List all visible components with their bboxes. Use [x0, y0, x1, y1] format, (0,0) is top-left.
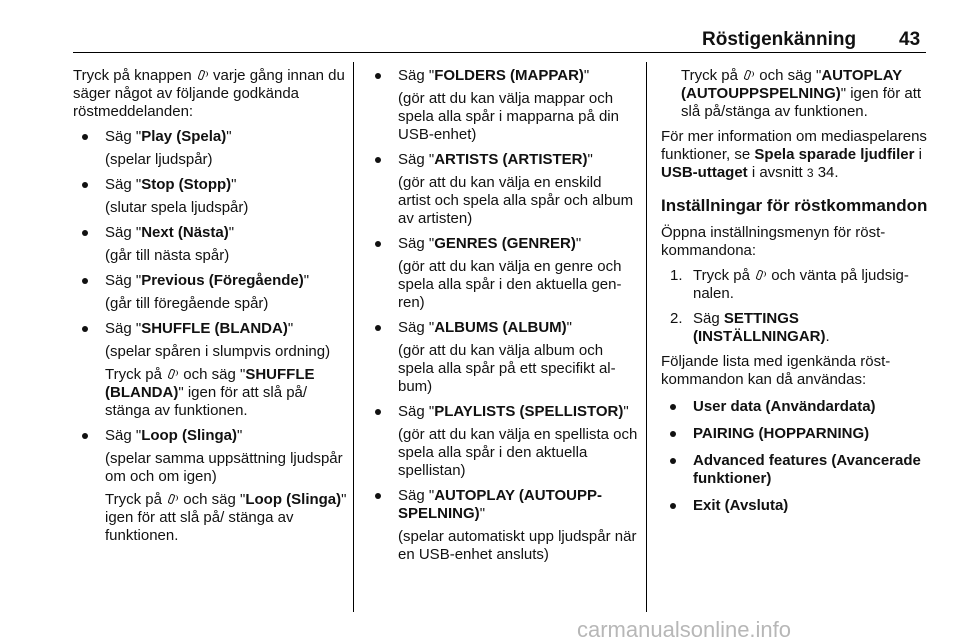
item-description: (gör att du kan välja en spellista och spela alla spår i den aktuella spellistan): [398, 426, 638, 479]
list-item: Säg "ALBUMS (ALBUM)": [366, 319, 638, 337]
option-item: User data (Användardata): [661, 398, 929, 416]
info-paragraph: För mer information om mediaspelarens funktioner, se Spela sparade ljudfiler i USB-uttaget i avsnitt 3 34.: [661, 128, 927, 181]
list-item: Säg "Previous (Föregående)": [73, 272, 349, 290]
voice-icon: [743, 69, 754, 81]
voice-icon: [167, 493, 178, 505]
option-item: Advanced features (Avancerade funktioner): [661, 452, 929, 488]
item-description: (spelar automatiskt upp ljudspår när en USB-enhet ansluts): [398, 528, 637, 563]
toggle-note: Tryck på och säg "Loop (Slinga)" igen för att slå på/ stänga av funktionen.: [105, 491, 347, 544]
watermark: carmanualsonline.info: [577, 617, 792, 642]
item-description: (spelar spåren i slumpvis ordning): [105, 343, 331, 360]
voice-icon: [197, 69, 208, 81]
link-saved-audio[interactable]: Spela sparade ljudfiler: [754, 146, 915, 163]
list-item: Säg "PLAYLISTS (SPELLISTOR)": [366, 403, 638, 421]
list-item: Säg "Play (Spela)": [73, 128, 349, 146]
list-item: Säg "Next (Nästa)": [73, 224, 349, 242]
item-description: (gör att du kan välja mappar och spela alla spår i mapparna på din USB-enhet): [398, 90, 619, 143]
column-3: [661, 67, 929, 515]
column-2: [366, 67, 638, 564]
item-description: (gör att du kan välja en enskild artist och spela alla spår och album av artisten): [398, 174, 634, 227]
option-item: PAIRING (HOPPARNING): [661, 425, 929, 443]
list-item: Säg "GENRES (GENRER)": [366, 235, 638, 253]
list-item: Säg "SHUFFLE (BLANDA)": [73, 320, 349, 338]
item-description: (slutar spela ljudspår): [105, 199, 249, 216]
body-text: Följande lista med igenkända röstkommandon kan då användas:: [661, 353, 891, 388]
list-item: Säg "ARTISTS (ARTISTER)": [366, 151, 638, 169]
item-description: (spelar ljudspår): [105, 151, 213, 168]
toggle-note: Tryck på och säg "AUTOPLAY (AUTOUPPSPELNING)" igen för att slå på/stänga av funktionen.: [681, 67, 922, 120]
list-item: Säg "FOLDERS (MAPPAR)": [366, 67, 638, 85]
section-heading: Inställningar för röstkommandon: [661, 196, 928, 215]
item-description: (gör att du kan välja en genre och spela alla spår i den aktuella genren): [398, 258, 622, 311]
column-divider-1: [353, 62, 354, 612]
item-description: (går till föregående spår): [105, 295, 269, 312]
column-1: [73, 67, 349, 545]
item-description: (går till nästa spår): [105, 247, 230, 264]
step-1: 1. Tryck på och vänta på ljudsignalen.: [670, 267, 909, 302]
page-ref-arrow-icon: 3: [806, 166, 814, 180]
option-item: Exit (Avsluta): [661, 497, 929, 515]
item-description: (gör att du kan välja album och spela alla spår på ett specifikt album): [398, 342, 616, 395]
voice-icon: [755, 269, 766, 281]
list-item: Säg "Loop (Slinga)": [73, 427, 349, 445]
list-item: Säg "Stop (Stopp)": [73, 176, 349, 194]
voice-icon: [167, 368, 178, 380]
item-description: (spelar samma uppsättning ljudspår om och om igen): [105, 450, 343, 485]
toggle-note: Tryck på och säg "SHUFFLE (BLANDA)" igen för att slå på/ stänga av funktionen.: [105, 366, 315, 419]
link-usb-port[interactable]: USB-uttaget: [661, 164, 748, 181]
intro-paragraph: Tryck på knappen varje gång innan du säger något av följande godkända röstmeddelanden:: [73, 67, 345, 120]
column-divider-2: [646, 62, 647, 612]
page-number: 43: [899, 29, 921, 50]
body-text: Öppna inställningsmenyn för röstkommandona:: [661, 224, 886, 259]
header-divider: [73, 52, 926, 53]
chapter-title: Röstigenkänning: [702, 29, 857, 50]
step-2: 2. Säg SETTINGS (INSTÄLLNINGAR).: [670, 310, 830, 345]
list-item: Säg "AUTOPLAY (AUTOUPPSPELNING)": [366, 487, 638, 523]
